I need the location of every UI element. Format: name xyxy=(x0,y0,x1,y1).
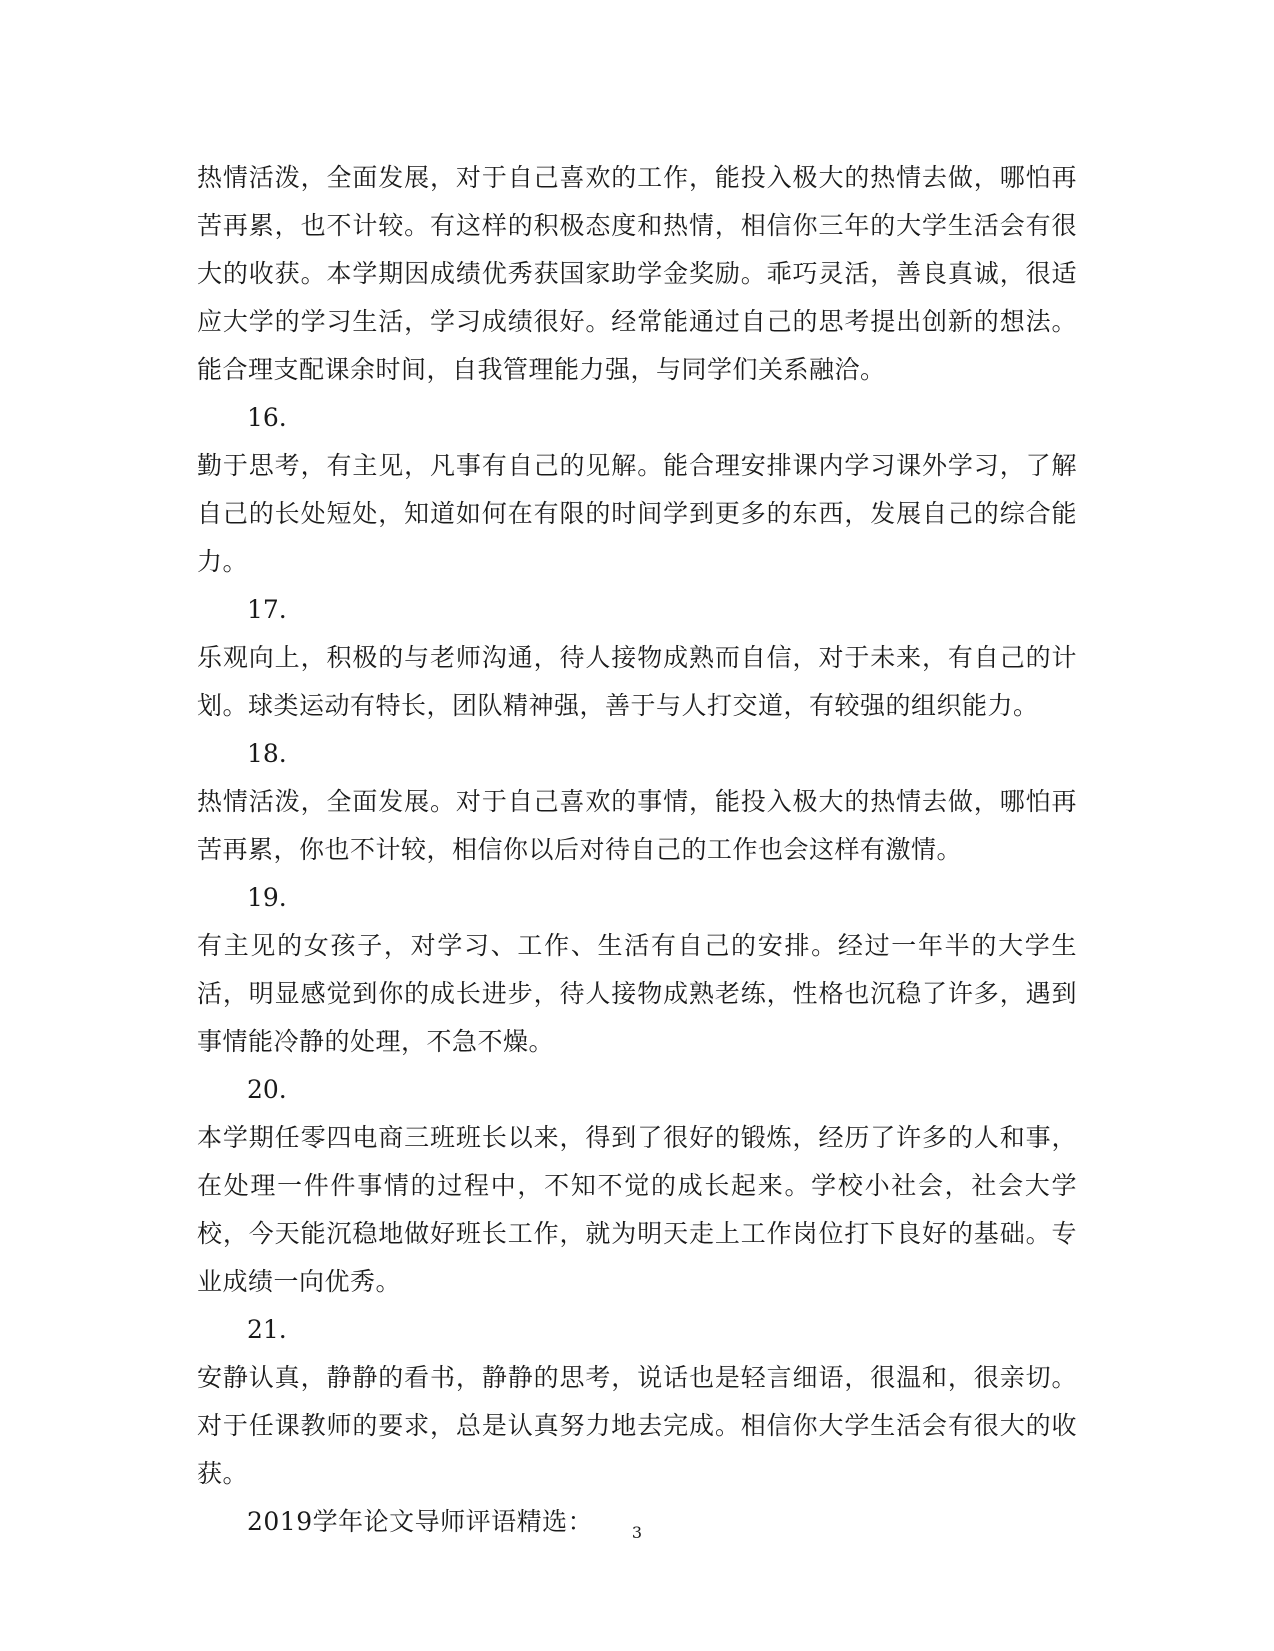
paragraph-15-body: 热情活泼，全面发展，对于自己喜欢的工作，能投入极大的热情去做，哪怕再苦再累，也不计较。有这样的积极态度和热情，相信你三年的大学生活会有很大的收获。本学期因成绩优秀获国家助学金奖励。乖巧灵活，善良真诚，很适应大学的学习生活，学习成绩很好。经常能通过自己的思考提出创新的想法。能合理支配课余时间，自我管理能力强，与同学们关系融洽。 xyxy=(197,163,1077,384)
document-body xyxy=(197,154,1077,1546)
paragraph-20-body: 本学期任零四电商三班班长以来，得到了很好的锻炼，经历了许多的人和事，在处理一件件事情的过程中，不知不觉的成长起来。学校小社会，社会大学校，今天能沉稳地做好班长工作，就为明天走上工作岗位打下良好的基础。专业成绩一向优秀。 xyxy=(197,1123,1077,1296)
item-number-18: 18. xyxy=(247,739,287,768)
item-number-17: 17. xyxy=(247,595,287,624)
paragraph-16-body: 勤于思考，有主见，凡事有自己的见解。能合理安排课内学习课外学习，了解自己的长处短处，知道如何在有限的时间学到更多的东西，发展自己的综合能力。 xyxy=(197,451,1077,576)
paragraph-19-body: 有主见的女孩子，对学习、工作、生活有自己的安排。经过一年半的大学生活，明显感觉到你的成长进步，待人接物成熟老练，性格也沉稳了许多，遇到事情能冷静的处理，不急不燥。 xyxy=(197,931,1077,1056)
section-heading: 2019学年论文导师评语精选： xyxy=(247,1507,594,1536)
item-number-20: 20. xyxy=(247,1075,287,1104)
paragraph-21-body: 安静认真，静静的看书，静静的思考，说话也是轻言细语，很温和，很亲切。对于任课教师的要求，总是认真努力地去完成。相信你大学生活会有很大的收获。 xyxy=(197,1363,1077,1488)
item-number-16: 16. xyxy=(247,403,287,432)
item-number-21: 21. xyxy=(247,1315,287,1344)
paragraph-17-body: 乐观向上，积极的与老师沟通，待人接物成熟而自信，对于未来，有自己的计划。球类运动有特长，团队精神强，善于与人打交道，有较强的组织能力。 xyxy=(197,643,1077,720)
paragraph-18-body: 热情活泼，全面发展。对于自己喜欢的事情，能投入极大的热情去做，哪怕再苦再累，你也不计较，相信你以后对待自己的工作也会这样有激情。 xyxy=(197,787,1077,864)
page-number: 3 xyxy=(631,1523,643,1542)
item-number-19: 19. xyxy=(247,883,287,912)
